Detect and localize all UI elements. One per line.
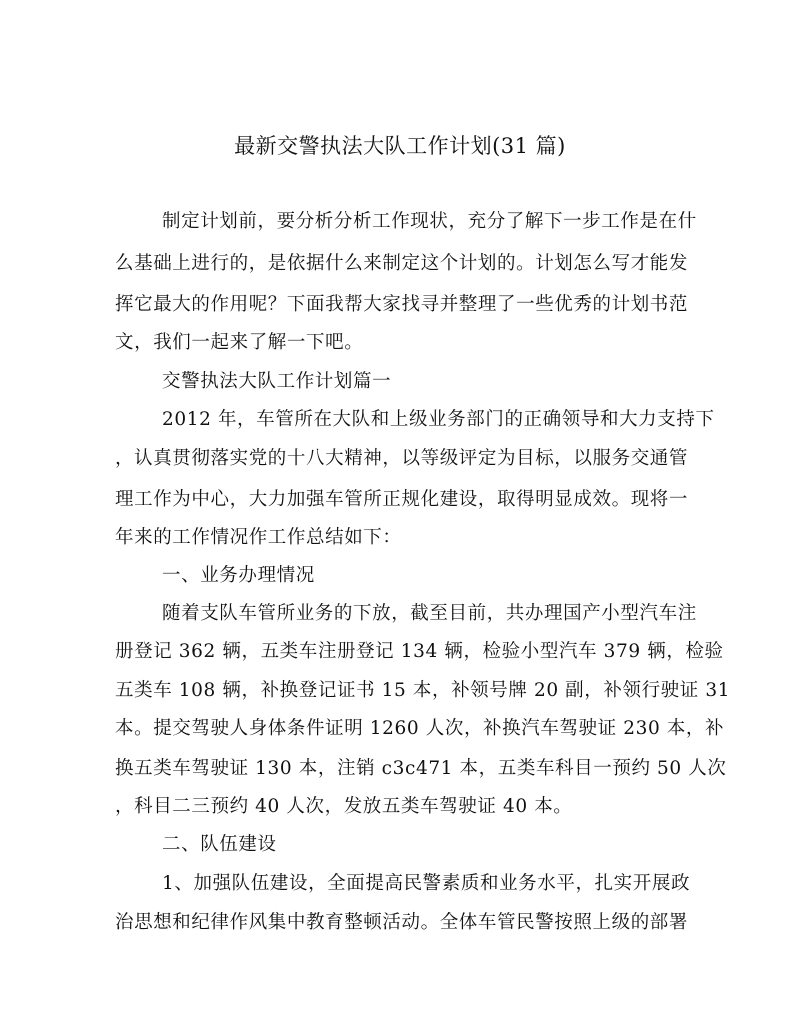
paragraph-line: 册登记 362 辆，五类车注册登记 134 辆，检验小型汽车 379 辆，检验	[115, 641, 724, 662]
paragraph-line: 本。提交驾驶人身体条件证明 1260 人次，补换汽车驾驶证 230 本，补	[115, 718, 725, 739]
section-heading: 二、队伍建设	[162, 834, 277, 855]
paragraph-line: ，认真贯彻落实党的十八大精神，以等级评定为目标，以服务交通管	[115, 448, 689, 469]
paragraph-line: 理工作为中心，大力加强车管所正规化建设，取得明显成效。现将一	[115, 489, 689, 510]
paragraph-line: 随着支队车管所业务的下放，截至目前，共办理国产小型汽车注	[162, 603, 697, 624]
paragraph-line: 么基础上进行的，是依据什么来制定这个计划的。计划怎么写才能发	[115, 253, 689, 274]
paragraph-line: 五类车 108 辆，补换登记证书 15 本，补领号牌 20 副，补领行驶证 31	[115, 680, 731, 701]
paragraph-line: ，科目二三预约 40 人次，发放五类车驾驶证 40 本。	[115, 796, 573, 817]
paragraph-line: 挥它最大的作用呢？下面我帮大家找寻并整理了一些优秀的计划书范	[115, 294, 689, 315]
section-heading: 一、业务办理情况	[162, 565, 315, 586]
document-title: 最新交警执法大队工作计划(31 篇)	[234, 134, 566, 158]
paragraph-line: 年来的工作情况作工作总结如下：	[115, 527, 402, 548]
paragraph-line: 制定计划前，要分析分析工作现状，充分了解下一步工作是在什	[162, 211, 697, 232]
paragraph-line: 1、加强队伍建设，全面提高民警素质和业务水平，扎实开展政	[162, 873, 691, 894]
paragraph-line: 2012 年，车管所在大队和上级业务部门的正确领导和大力支持下	[162, 409, 715, 430]
paragraph-line: 治思想和纪律作风集中教育整顿活动。全体车管民警按照上级的部署	[115, 912, 689, 933]
section-heading: 交警执法大队工作计划篇一	[162, 371, 392, 392]
paragraph-line: 换五类车驾驶证 130 本，注销 c3c471 本，五类车科目一预约 50 人次	[115, 758, 727, 779]
paragraph-line: 文，我们一起来了解一下吧。	[115, 332, 364, 353]
